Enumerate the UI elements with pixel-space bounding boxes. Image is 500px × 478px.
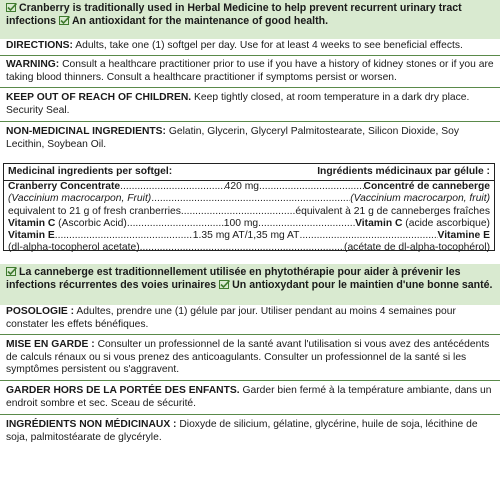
ingredient-row: Vitamin E ..... 1.35 mg AT/1,35 mg AT ..... Vitamine E	[4, 230, 494, 242]
warning-section: WARNING: Consult a healthcare practitioner prior to use if you have a history of kidney stones or if you are taking blood thinners. Consult a healthcare practitioner if symptoms persist or worsen.	[6, 59, 494, 83]
english-claim-banner	[0, 0, 500, 39]
directions-section: DIRECTIONS: Adults, take one (1) softgel per day. Use for at least 4 weeks to see beneficial effects.	[6, 40, 463, 51]
french-claim-line2: infections récurrentes des voies urinaires Un antioxydant pour le maintien d'une bonne santé.	[6, 279, 493, 291]
garder-section: GARDER HORS DE LA PORTÉE DES ENFANTS. Garder bien fermé à la température ambiante, dans un endroit sombre et sec. Sceau de sécurité.	[6, 385, 492, 409]
keep-out-section: KEEP OUT OF REACH OF CHILDREN. Keep tightly closed, at room temperature in a dark dry place. Security Seal.	[6, 92, 470, 116]
medicinal-ingredients-box	[3, 163, 495, 254]
french-claim-banner	[0, 264, 500, 305]
ingredient-row: Vitamin C (Ascorbic Acid) ..... 100 mg ..... Vitamin C (acide ascorbique)	[4, 218, 494, 230]
check-box-icon	[6, 3, 17, 12]
ingredient-row: Cranberry Concentrate ..... 420 mg ..... Concentré de canneberge	[4, 181, 494, 193]
divider	[0, 121, 500, 122]
divider	[0, 87, 500, 88]
divider	[0, 380, 500, 381]
divider	[0, 55, 500, 56]
non-medicinal-section: NON-MEDICINAL INGREDIENTS: Gelatin, Glycerin, Glyceryl Palmitostearate, Silicon Dioxide, Soy Lecithin, Soybean Oil.	[6, 126, 459, 150]
check-box-icon	[59, 16, 70, 25]
ingredient-row: equivalent to 21 g of fresh cranberries ..... équivalent à 21 g de canneberges fraîches	[4, 206, 494, 218]
posologie-section: POSOLOGIE : Adultes, prendre une (1) gélule par jour. Utiliser pendant au moins 4 semaines pour constater les effets bénéfiques.	[6, 306, 456, 330]
non-medicinaux-section: INGRÉDIENTS NON MÉDICINAUX : Dioxyde de silicium, gélatine, glycérine, huile de soja, lécithine de soja, palmitostéarate de glycéryle.	[6, 419, 478, 443]
mise-en-garde-section: MISE EN GARDE : Consulter un professionnel de la santé avant l'utilisation si vous avez des antécédents de calculs rénaux ou si vous prenez des anticoagulants. Consulter un professionnel de la santé si les symptômes persistent ou s'aggravent.	[6, 339, 490, 376]
ingredient-row: (dl-alpha-tocopherol acetate) ..... (acétate de dl-alpha-tocophérol)	[4, 242, 494, 254]
divider	[0, 414, 500, 415]
check-box-icon	[6, 267, 17, 276]
check-box-icon	[219, 280, 230, 289]
ingredients-header: Medicinal ingredients per softgel: Ingrédients médicinaux par gélule :	[4, 164, 494, 181]
french-claim-line1: La canneberge est traditionnellement utilisée en phytothérapie pour aider à prévenir les	[6, 266, 494, 279]
english-claim-line1: Cranberry is traditionally used in Herbal Medicine to help prevent recurrent urinary tract	[6, 2, 494, 15]
english-claim-line2: infections An antioxidant for the maintenance of good health.	[6, 15, 329, 27]
divider	[0, 334, 500, 335]
ingredient-row: (Vaccinium macrocarpon, Fruit) ..... (Vaccinium macrocarpon, fruit)	[4, 193, 494, 205]
